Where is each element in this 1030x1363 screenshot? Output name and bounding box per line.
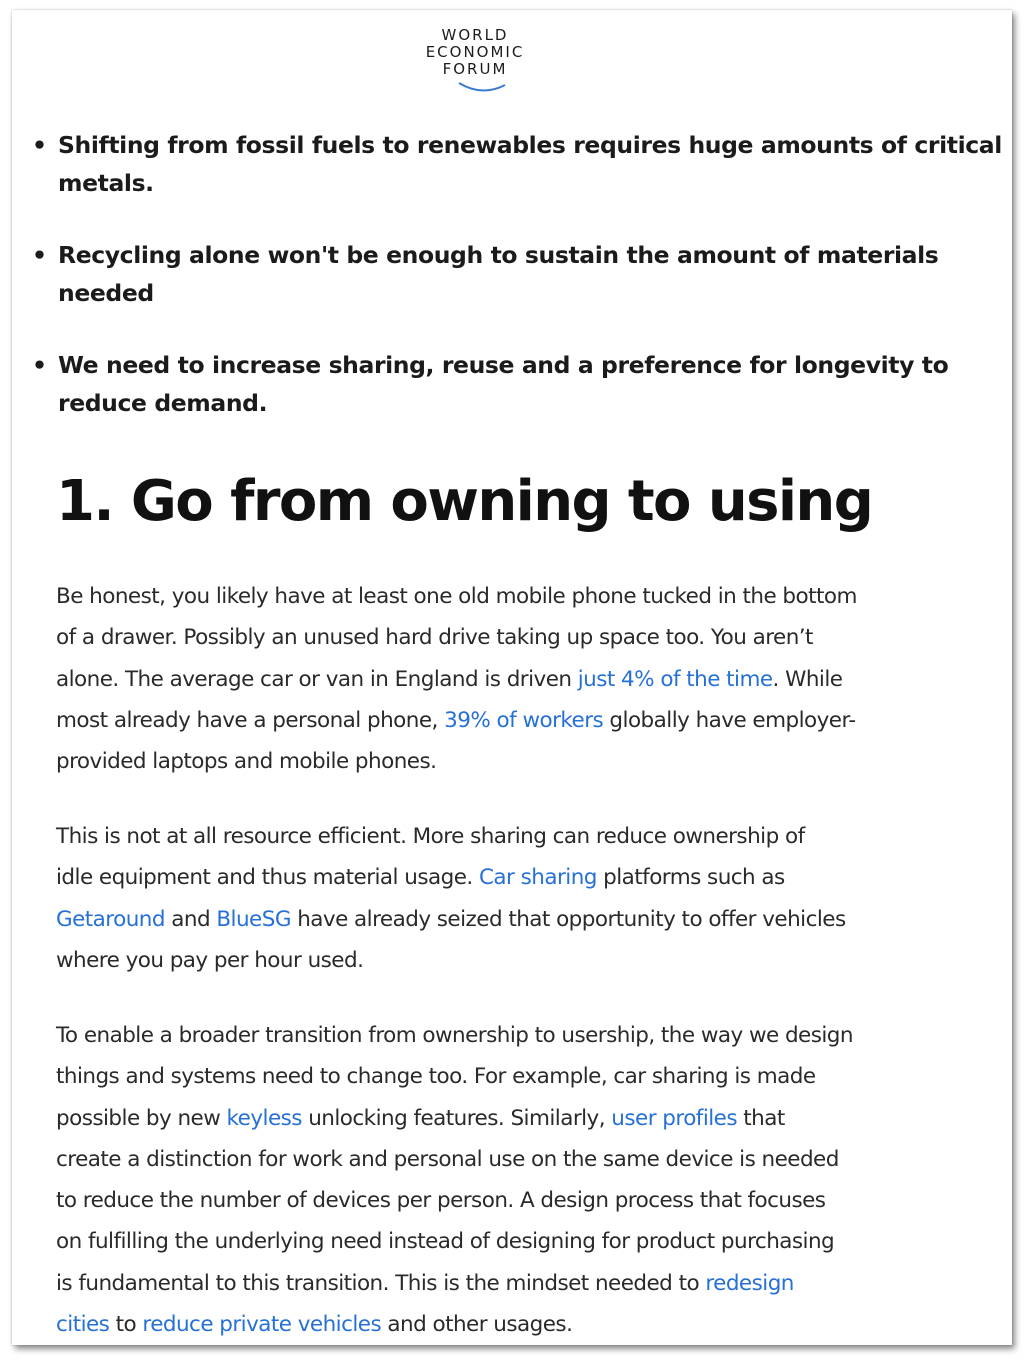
paragraph-line [56, 659, 996, 700]
paragraph-line [56, 899, 996, 940]
paragraph-line [56, 700, 996, 741]
key-point-text: needed [58, 279, 154, 307]
key-point [32, 126, 1012, 202]
section-heading: 1. Go from owning to using [56, 469, 873, 534]
paragraph [56, 816, 996, 981]
text-run: that [737, 1105, 785, 1131]
paragraph-line: create a distinction for work and personal use on the same device is needed [56, 1146, 839, 1172]
text-run: platforms such as [596, 865, 785, 891]
key-point-text: Shifting from fossil fuels to renewables requires huge amounts of critical [58, 131, 1002, 159]
link-bluesg[interactable]: BlueSG [216, 906, 291, 932]
key-point-text: We need to increase sharing, reuse and a preference for longevity to [58, 351, 949, 379]
key-points-list [30, 126, 1012, 456]
link-car-usage-stat[interactable]: just 4% of the time [577, 666, 773, 692]
link-reduce-private-vehicles[interactable]: reduce private vehicles [142, 1312, 382, 1338]
bullet-icon: • [32, 131, 47, 159]
paragraph-line: This is not at all resource efficient. More sharing can reduce ownership of [56, 824, 805, 849]
link-workers-stat[interactable]: 39% of workers [444, 707, 604, 733]
text-run: to [109, 1312, 143, 1338]
key-point [32, 236, 1012, 312]
key-point [32, 346, 1012, 422]
paragraph-line [56, 857, 996, 898]
paragraph-line [56, 1304, 996, 1345]
paragraph-line: where you pay per hour used. [56, 947, 364, 973]
text-run: is fundamental to this transition. This is the mindset needed to [56, 1270, 706, 1296]
text-run: . While [772, 666, 843, 692]
text-run: have already seized that opportunity to offer vehicles [290, 906, 846, 932]
link-redesign-cities[interactable]: redesign [705, 1270, 794, 1296]
logo-line-world: WORLD [441, 26, 509, 44]
text-run: alone. The average car or van in England is driven [56, 666, 578, 692]
wef-logo[interactable] [417, 27, 533, 78]
text-run: globally have employer- [603, 707, 856, 733]
key-point-text: reduce demand. [58, 389, 268, 417]
paragraph-line: Be honest, you likely have at least one old mobile phone tucked in the bottom [56, 584, 857, 609]
paragraph-line: provided laptops and mobile phones. [56, 749, 437, 775]
text-run: unlocking features. Similarly, [301, 1105, 612, 1131]
paragraph [56, 576, 996, 782]
paragraph-line: on fulfilling the underlying need instead of designing for product purchasing [56, 1229, 835, 1255]
logo-line-economic: ECONOMIC [425, 43, 525, 61]
link-redesign-cities[interactable]: cities [56, 1312, 110, 1338]
key-point-text: Recycling alone won't be enough to sustain the amount of materials [58, 241, 939, 269]
logo-arc-icon [455, 79, 509, 95]
link-getaround[interactable]: Getaround [56, 906, 165, 932]
paragraph-line [56, 1098, 996, 1139]
text-run: most already have a personal phone, [56, 707, 445, 733]
document-page [12, 10, 1012, 1345]
link-keyless[interactable]: keyless [226, 1105, 302, 1131]
paragraph-line [56, 1263, 996, 1304]
text-run: possible by new [56, 1105, 227, 1131]
bullet-icon: • [32, 241, 47, 269]
paragraph [56, 1015, 996, 1345]
paragraph-line: of a drawer. Possibly an unused hard drive taking up space too. You aren’t [56, 625, 813, 651]
text-run: idle equipment and thus material usage. [56, 865, 479, 891]
paragraph-line: to reduce the number of devices per person. A design process that focuses [56, 1188, 826, 1214]
link-car-sharing[interactable]: Car sharing [478, 865, 597, 891]
text-run: and other usages. [381, 1312, 573, 1338]
paragraph-line: To enable a broader transition from ownership to usership, the way we design [56, 1023, 853, 1048]
bullet-icon: • [32, 351, 47, 379]
link-user-profiles[interactable]: user profiles [611, 1105, 737, 1131]
logo-line-forum: FORUM [442, 60, 508, 78]
text-run: and [164, 906, 217, 932]
paragraph-line: things and systems need to change too. For example, car sharing is made [56, 1064, 816, 1090]
key-point-text: metals. [58, 169, 154, 197]
